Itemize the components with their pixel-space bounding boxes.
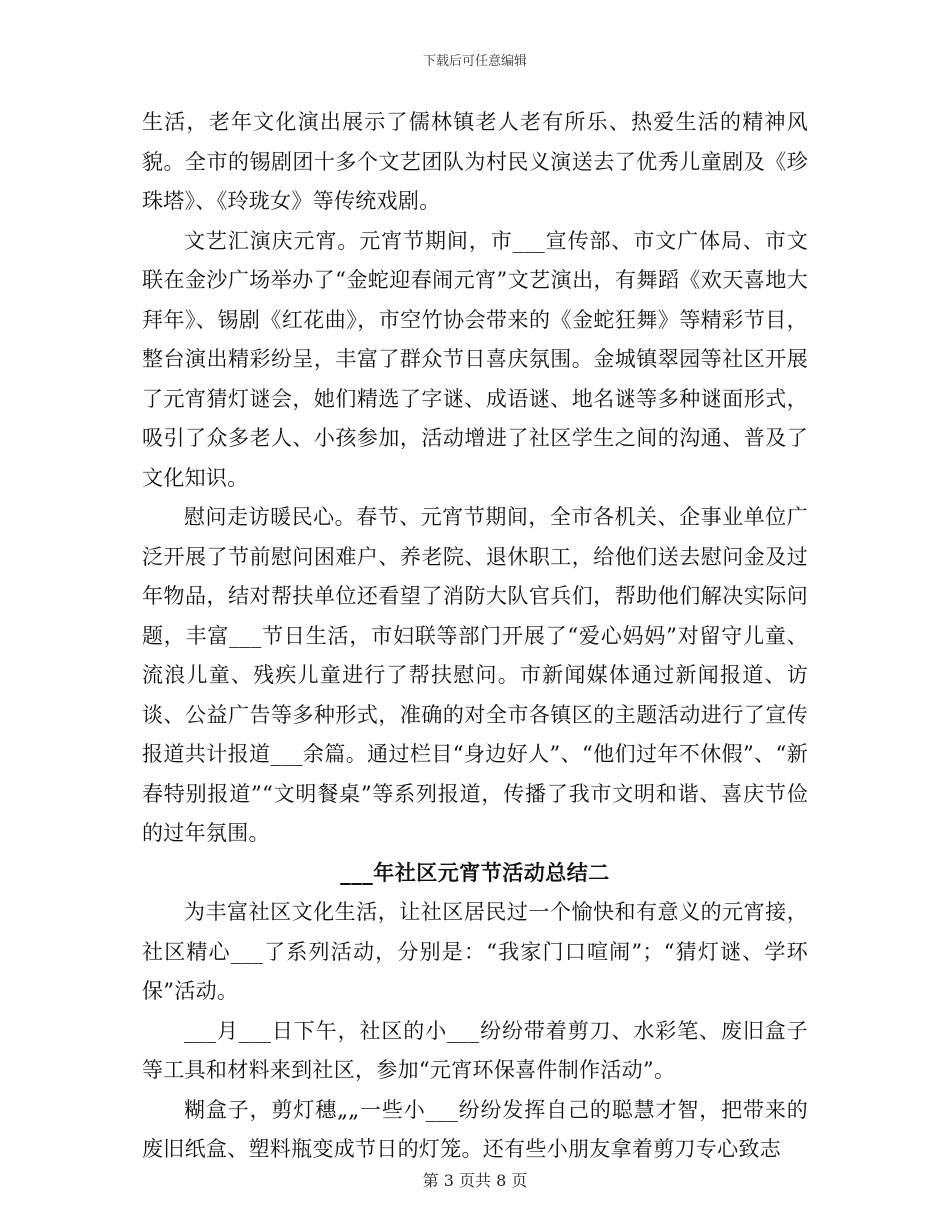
paragraph-continued: 生活，老年文化演出展示了儒林镇老人老有所乐、热爱生活的精神风貌。全市的锡剧团十多个文艺团队为村民义演送去了优秀儿童剧及《珍珠塔》、《玲珑女》等传统戏剧。	[142, 110, 808, 213]
document-body	[142, 103, 808, 1170]
section-title: ___年社区元宵节活动总结二	[340, 860, 610, 885]
paragraph-visits-and-condolences: 慰问走访暖民心。春节、元宵节期间，全市各机关、企事业单位广泛开展了节前慰问困难户、养老院、退休职工，给他们送去慰问金及过年物品，结对帮扶单位还看望了消防大队官兵们，帮助他们解决实际问题，丰富___节日生活，市妇联等部门开展了“爱心妈妈”对留守儿童、流浪儿童、残疾儿童进行了帮扶慰问。市新闻媒体通过新闻报道、访谈、公益广告等多种形式，准确的对全市各镇区的主题活动进行了宣传报道共计报道___余篇。通过栏目“身边好人”、“他们过年不休假”、“新春特别报道”“文明餐桌”等系列报道，传播了我市文明和谐、喜庆节俭的过年氛围。	[142, 505, 808, 845]
paragraph-lantern-festival-performance: 文艺汇演庆元宵。元宵节期间，市___宣传部、市文广体局、市文联在金沙广场举办了“金蛇迎春闹元宵”文艺演出，有舞蹈《欢天喜地大拜年》、锡剧《红花曲》，市空竹协会带来的《金蛇狂舞》等精彩节目，整台演出精彩纷呈，丰富了群众节日喜庆氛围。金城镇翠园等社区开展了元宵猜灯谜会，她们精选了字谜、成语谜、地名谜等多种谜面形式，吸引了众多老人、小孩参加，活动增进了社区学生之间的沟通、普及了文化知识。	[142, 228, 808, 490]
paragraph-lantern-making: 糊盒子，剪灯穗„„一些小___纷纷发挥自己的聪慧才智，把带来的废旧纸盒、塑料瓶变成节日的灯笼。还有些小朋友拿着剪刀专心致志	[142, 1097, 808, 1161]
page-header: 下载后可任意编辑	[422, 54, 527, 69]
paragraph-afternoon-activity: ___月___日下午，社区的小___纷纷带着剪刀、水彩笔、废旧盒子等工具和材料来到社区，参加“元宵环保喜件制作活动”。	[142, 1018, 808, 1082]
paragraph-community-activities-intro: 为丰富社区文化生活，让社区居民过一个愉快和有意义的元宵接，社区精心___了系列活动，分别是：“我家门口喧闹”；“猜灯谜、学环保”活动。	[142, 900, 808, 1003]
page-footer: 第 3 页共 8 页	[422, 1171, 528, 1190]
